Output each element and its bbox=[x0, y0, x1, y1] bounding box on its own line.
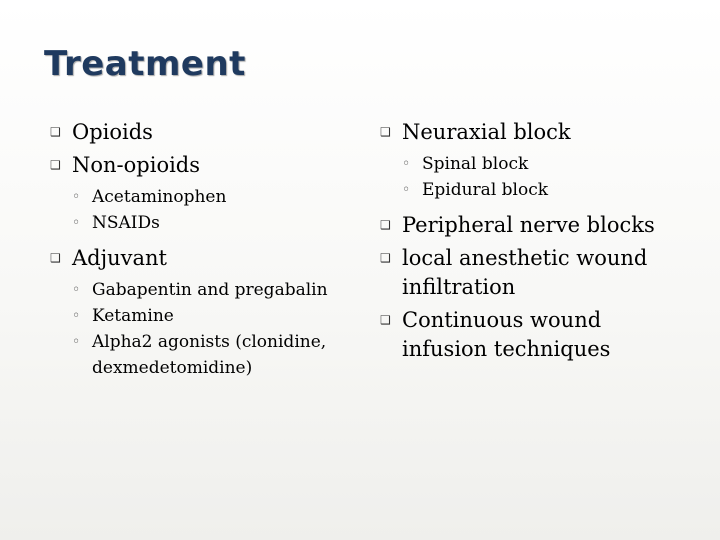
square-bullet-icon: ❑ bbox=[380, 125, 391, 139]
sub-bullet-item bbox=[72, 303, 350, 329]
bullet-text: Neuraxial block bbox=[402, 120, 571, 144]
square-bullet-icon: ❑ bbox=[380, 313, 391, 327]
bullet-text: Non-opioids bbox=[72, 153, 201, 177]
circle-bullet-icon: ◦ bbox=[402, 182, 411, 198]
bullet-item bbox=[380, 306, 680, 364]
sub-bullet-item bbox=[72, 184, 350, 210]
circle-bullet-icon: ◦ bbox=[72, 334, 81, 350]
square-bullet-icon: ❑ bbox=[380, 218, 391, 232]
circle-bullet-icon: ◦ bbox=[72, 308, 81, 324]
sub-bullet-list bbox=[72, 184, 350, 236]
sub-bullet-text: Acetaminophen bbox=[92, 187, 227, 207]
sub-bullet-list bbox=[402, 151, 680, 203]
circle-bullet-icon: ◦ bbox=[72, 189, 81, 205]
sub-bullet-item bbox=[72, 210, 350, 236]
bullet-text: Peripheral nerve blocks bbox=[402, 213, 655, 237]
bullet-item bbox=[380, 211, 680, 240]
slide-title: Treatment bbox=[44, 44, 246, 84]
sub-bullet-text: Ketamine bbox=[92, 306, 174, 326]
sub-bullet-text: Epidural block bbox=[422, 180, 549, 200]
circle-bullet-icon: ◦ bbox=[72, 282, 81, 298]
sub-bullet-text: NSAIDs bbox=[92, 213, 160, 233]
bullet-item bbox=[380, 244, 680, 302]
left-column bbox=[50, 118, 350, 389]
right-column bbox=[380, 118, 680, 368]
sub-bullet-list bbox=[72, 277, 350, 381]
sub-bullet-text: Gabapentin and pregabalin bbox=[92, 280, 328, 300]
bullet-item bbox=[50, 151, 350, 180]
square-bullet-icon: ❑ bbox=[380, 251, 391, 265]
sub-bullet-item bbox=[402, 151, 680, 177]
sub-bullet-item bbox=[72, 329, 350, 381]
square-bullet-icon: ❑ bbox=[50, 158, 61, 172]
sub-bullet-text: Alpha2 agonists (clonidine, dexmedetomidine) bbox=[92, 332, 327, 378]
square-bullet-icon: ❑ bbox=[50, 251, 61, 265]
bullet-text: Continuous wound infusion techniques bbox=[402, 308, 611, 361]
sub-bullet-text: Spinal block bbox=[422, 154, 529, 174]
circle-bullet-icon: ◦ bbox=[72, 215, 81, 231]
sub-bullet-item bbox=[72, 277, 350, 303]
bullet-text: local anesthetic wound infiltration bbox=[402, 246, 648, 299]
bullet-text: Adjuvant bbox=[72, 246, 167, 270]
bullet-item bbox=[50, 118, 350, 147]
bullet-item bbox=[50, 244, 350, 273]
circle-bullet-icon: ◦ bbox=[402, 156, 411, 172]
bullet-item bbox=[380, 118, 680, 147]
bullet-text: Opioids bbox=[72, 120, 153, 144]
square-bullet-icon: ❑ bbox=[50, 125, 61, 139]
sub-bullet-item bbox=[402, 177, 680, 203]
